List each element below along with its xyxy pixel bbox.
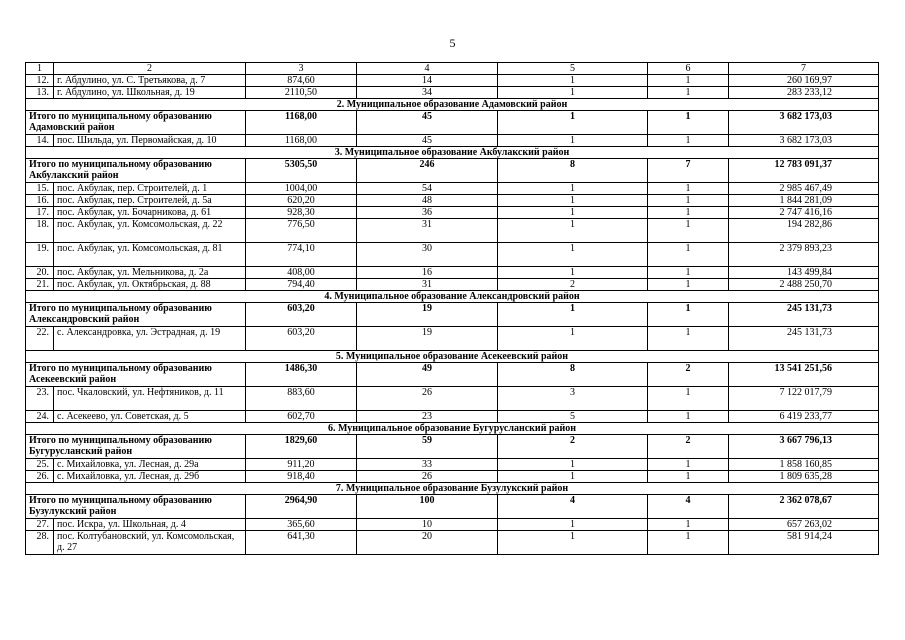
col5-cell: 3 xyxy=(498,387,648,411)
address-cell: г. Абдулино, ул. С. Третьякова, д. 7 xyxy=(54,75,246,87)
col6-cell: 1 xyxy=(648,75,729,87)
col5-cell: 1 xyxy=(498,519,648,531)
total-area: 1486,30 xyxy=(246,363,357,387)
col5-cell: 1 xyxy=(498,471,648,483)
residents-cell: 19 xyxy=(357,327,498,351)
row-number: 27. xyxy=(26,519,54,531)
total-residents: 49 xyxy=(357,363,498,387)
residents-cell: 45 xyxy=(357,135,498,147)
total-amount: 13 541 251,56 xyxy=(729,363,879,387)
col6-cell: 1 xyxy=(648,327,729,351)
area-cell: 794,40 xyxy=(246,279,357,291)
area-cell: 2110,50 xyxy=(246,87,357,99)
table-row xyxy=(26,459,879,471)
area-cell: 603,20 xyxy=(246,327,357,351)
total-col5: 8 xyxy=(498,363,648,387)
amount-cell: 2 747 416,16 xyxy=(729,207,879,219)
table-row xyxy=(26,267,879,279)
region-header-row xyxy=(26,423,879,435)
col6-cell: 1 xyxy=(648,267,729,279)
page-number: 5 xyxy=(449,36,456,50)
area-cell: 602,70 xyxy=(246,411,357,423)
col6-cell: 1 xyxy=(648,183,729,195)
amount-cell: 7 122 017,79 xyxy=(729,387,879,411)
amount-cell: 194 282,86 xyxy=(729,219,879,243)
total-label: Итого по муниципальному образованию Асекеевский район xyxy=(26,363,246,387)
address-cell: пос. Акбулак, ул. Бочарникова, д. 61 xyxy=(54,207,246,219)
address-cell: г. Абдулино, ул. Школьная, д. 19 xyxy=(54,87,246,99)
table-row xyxy=(26,243,879,267)
area-cell: 641,30 xyxy=(246,531,357,555)
total-residents: 246 xyxy=(357,159,498,183)
residents-cell: 14 xyxy=(357,75,498,87)
table-row xyxy=(26,519,879,531)
col5-cell: 1 xyxy=(498,243,648,267)
total-label: Итого по муниципальному образованию Акбулакский район xyxy=(26,159,246,183)
row-number: 16. xyxy=(26,195,54,207)
total-area: 2964,90 xyxy=(246,495,357,519)
total-col6: 2 xyxy=(648,435,729,459)
amount-cell: 260 169,97 xyxy=(729,75,879,87)
row-number: 18. xyxy=(26,219,54,243)
table-row xyxy=(26,219,879,243)
total-area: 1168,00 xyxy=(246,111,357,135)
address-cell: пос. Чкаловский, ул. Нефтяников, д. 11 xyxy=(54,387,246,411)
area-cell: 1004,00 xyxy=(246,183,357,195)
residents-cell: 31 xyxy=(357,279,498,291)
residents-cell: 31 xyxy=(357,219,498,243)
col5-cell: 1 xyxy=(498,195,648,207)
col5-cell: 1 xyxy=(498,459,648,471)
address-cell: пос. Шильда, ул. Первомайская, д. 10 xyxy=(54,135,246,147)
col5-cell: 1 xyxy=(498,87,648,99)
col5-cell: 1 xyxy=(498,207,648,219)
total-residents: 19 xyxy=(357,303,498,327)
row-number: 15. xyxy=(26,183,54,195)
row-number: 24. xyxy=(26,411,54,423)
area-cell: 883,60 xyxy=(246,387,357,411)
total-label: Итого по муниципальному образованию Адамовский район xyxy=(26,111,246,135)
address-cell: с. Михайловка, ул. Лесная, д. 29б xyxy=(54,471,246,483)
column-number: 7 xyxy=(729,63,879,75)
region-title: 5. Муниципальное образование Асекеевский район xyxy=(26,351,879,363)
residents-cell: 48 xyxy=(357,195,498,207)
total-amount: 2 362 078,67 xyxy=(729,495,879,519)
amount-cell: 143 499,84 xyxy=(729,267,879,279)
region-header-row xyxy=(26,291,879,303)
region-total-row xyxy=(26,111,879,135)
area-cell: 911,20 xyxy=(246,459,357,471)
total-col5: 1 xyxy=(498,303,648,327)
column-number: 4 xyxy=(357,63,498,75)
amount-cell: 283 233,12 xyxy=(729,87,879,99)
col6-cell: 1 xyxy=(648,207,729,219)
area-cell: 774,10 xyxy=(246,243,357,267)
column-number: 3 xyxy=(246,63,357,75)
region-title: 2. Муниципальное образование Адамовский район xyxy=(26,99,879,111)
column-number-row xyxy=(26,63,879,75)
address-cell: пос. Колтубановский, ул. Комсомольская, д. 27 xyxy=(54,531,246,555)
total-label: Итого по муниципальному образованию Бузулукский район xyxy=(26,495,246,519)
column-number: 1 xyxy=(26,63,54,75)
address-cell: пос. Акбулак, пер. Строителей, д. 5а xyxy=(54,195,246,207)
amount-cell: 657 263,02 xyxy=(729,519,879,531)
address-cell: пос. Акбулак, пер. Строителей, д. 1 xyxy=(54,183,246,195)
col5-cell: 1 xyxy=(498,135,648,147)
residents-cell: 33 xyxy=(357,459,498,471)
row-number: 17. xyxy=(26,207,54,219)
area-cell: 776,50 xyxy=(246,219,357,243)
col5-cell: 1 xyxy=(498,327,648,351)
total-col5: 8 xyxy=(498,159,648,183)
residents-cell: 16 xyxy=(357,267,498,279)
table-row xyxy=(26,531,879,555)
address-cell: с. Михайловка, ул. Лесная, д. 29а xyxy=(54,459,246,471)
row-number: 28. xyxy=(26,531,54,555)
residents-cell: 36 xyxy=(357,207,498,219)
total-amount: 245 131,73 xyxy=(729,303,879,327)
address-cell: пос. Акбулак, ул. Мельникова, д. 2а xyxy=(54,267,246,279)
col5-cell: 5 xyxy=(498,411,648,423)
column-number: 6 xyxy=(648,63,729,75)
table-row xyxy=(26,183,879,195)
total-amount: 3 682 173,03 xyxy=(729,111,879,135)
row-number: 20. xyxy=(26,267,54,279)
col5-cell: 1 xyxy=(498,75,648,87)
col6-cell: 1 xyxy=(648,219,729,243)
region-title: 3. Муниципальное образование Акбулакский район xyxy=(26,147,879,159)
total-label: Итого по муниципальному образованию Бугурусланский район xyxy=(26,435,246,459)
residents-cell: 23 xyxy=(357,411,498,423)
region-total-row xyxy=(26,495,879,519)
region-title: 4. Муниципальное образование Александровский район xyxy=(26,291,879,303)
region-header-row xyxy=(26,99,879,111)
residents-cell: 26 xyxy=(357,471,498,483)
area-cell: 408,00 xyxy=(246,267,357,279)
amount-cell: 2 488 250,70 xyxy=(729,279,879,291)
amount-cell: 245 131,73 xyxy=(729,327,879,351)
amount-cell: 2 379 893,23 xyxy=(729,243,879,267)
col5-cell: 1 xyxy=(498,531,648,555)
table-row xyxy=(26,87,879,99)
amount-cell: 1 858 160,85 xyxy=(729,459,879,471)
total-amount: 12 783 091,37 xyxy=(729,159,879,183)
area-cell: 1168,00 xyxy=(246,135,357,147)
total-label: Итого по муниципальному образованию Александровский район xyxy=(26,303,246,327)
area-cell: 918,40 xyxy=(246,471,357,483)
row-number: 19. xyxy=(26,243,54,267)
region-title: 6. Муниципальное образование Бугурусланский район xyxy=(26,423,879,435)
area-cell: 928,30 xyxy=(246,207,357,219)
total-col5: 2 xyxy=(498,435,648,459)
region-total-row xyxy=(26,303,879,327)
region-header-row xyxy=(26,351,879,363)
row-number: 13. xyxy=(26,87,54,99)
row-number: 12. xyxy=(26,75,54,87)
residents-cell: 26 xyxy=(357,387,498,411)
col5-cell: 1 xyxy=(498,267,648,279)
total-residents: 45 xyxy=(357,111,498,135)
row-number: 25. xyxy=(26,459,54,471)
residents-cell: 34 xyxy=(357,87,498,99)
residents-cell: 30 xyxy=(357,243,498,267)
table-row xyxy=(26,387,879,411)
residents-cell: 20 xyxy=(357,531,498,555)
area-cell: 620,20 xyxy=(246,195,357,207)
total-col5: 4 xyxy=(498,495,648,519)
region-header-row xyxy=(26,483,879,495)
address-cell: с. Александровка, ул. Эстрадная, д. 19 xyxy=(54,327,246,351)
col6-cell: 1 xyxy=(648,411,729,423)
table-row xyxy=(26,411,879,423)
col6-cell: 1 xyxy=(648,531,729,555)
total-amount: 3 667 796,13 xyxy=(729,435,879,459)
table-row xyxy=(26,207,879,219)
table-row xyxy=(26,135,879,147)
area-cell: 365,60 xyxy=(246,519,357,531)
row-number: 22. xyxy=(26,327,54,351)
col6-cell: 1 xyxy=(648,279,729,291)
region-title: 7. Муниципальное образование Бузулукский район xyxy=(26,483,879,495)
col5-cell: 1 xyxy=(498,219,648,243)
row-number: 14. xyxy=(26,135,54,147)
residents-cell: 54 xyxy=(357,183,498,195)
address-cell: с. Асекеево, ул. Советская, д. 5 xyxy=(54,411,246,423)
amount-cell: 3 682 173,03 xyxy=(729,135,879,147)
total-col6: 4 xyxy=(648,495,729,519)
row-number: 26. xyxy=(26,471,54,483)
total-col5: 1 xyxy=(498,111,648,135)
table-row xyxy=(26,471,879,483)
region-total-row xyxy=(26,159,879,183)
col6-cell: 1 xyxy=(648,387,729,411)
col5-cell: 1 xyxy=(498,183,648,195)
col6-cell: 1 xyxy=(648,195,729,207)
total-residents: 59 xyxy=(357,435,498,459)
col6-cell: 1 xyxy=(648,519,729,531)
address-cell: пос. Акбулак, ул. Октябрьская, д. 88 xyxy=(54,279,246,291)
total-area: 1829,60 xyxy=(246,435,357,459)
total-col6: 2 xyxy=(648,363,729,387)
table-row xyxy=(26,195,879,207)
amount-cell: 1 844 281,09 xyxy=(729,195,879,207)
amount-cell: 2 985 467,49 xyxy=(729,183,879,195)
col6-cell: 1 xyxy=(648,243,729,267)
column-number: 2 xyxy=(54,63,246,75)
total-area: 5305,50 xyxy=(246,159,357,183)
area-cell: 874,60 xyxy=(246,75,357,87)
amount-cell: 581 914,24 xyxy=(729,531,879,555)
address-cell: пос. Акбулак, ул. Комсомольская, д. 81 xyxy=(54,243,246,267)
row-number: 21. xyxy=(26,279,54,291)
col6-cell: 1 xyxy=(648,87,729,99)
total-col6: 7 xyxy=(648,159,729,183)
row-number: 23. xyxy=(26,387,54,411)
amount-cell: 1 809 635,28 xyxy=(729,471,879,483)
address-cell: пос. Акбулак, ул. Комсомольская, д. 22 xyxy=(54,219,246,243)
col6-cell: 1 xyxy=(648,135,729,147)
total-area: 603,20 xyxy=(246,303,357,327)
col6-cell: 1 xyxy=(648,471,729,483)
col6-cell: 1 xyxy=(648,459,729,471)
housing-table xyxy=(25,62,879,555)
region-total-row xyxy=(26,363,879,387)
total-col6: 1 xyxy=(648,303,729,327)
table-row xyxy=(26,279,879,291)
column-number: 5 xyxy=(498,63,648,75)
table-row xyxy=(26,327,879,351)
amount-cell: 6 419 233,77 xyxy=(729,411,879,423)
residents-cell: 10 xyxy=(357,519,498,531)
total-col6: 1 xyxy=(648,111,729,135)
address-cell: пос. Искра, ул. Школьная, д. 4 xyxy=(54,519,246,531)
table-row xyxy=(26,75,879,87)
total-residents: 100 xyxy=(357,495,498,519)
col5-cell: 2 xyxy=(498,279,648,291)
region-header-row xyxy=(26,147,879,159)
region-total-row xyxy=(26,435,879,459)
